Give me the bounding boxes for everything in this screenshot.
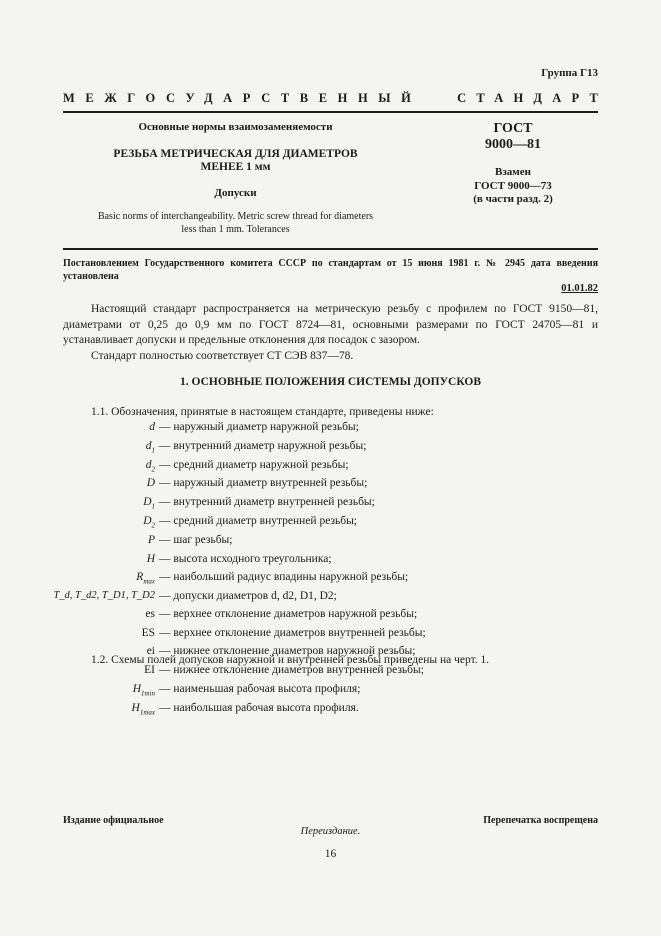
english-title: Basic norms of interchangeability. Metric screw thread for diameters less than 1 mm. Tolerances [97, 211, 374, 235]
definition-row [50, 626, 426, 645]
definition-text: — высота исходного треугольника; [159, 552, 332, 565]
gost-block [440, 121, 586, 207]
group-label: Группа Г13 [541, 67, 598, 79]
reissue-label: Переиздание. [300, 826, 361, 837]
symbol: D [146, 477, 155, 490]
definition-text: — нижнее отклонение диаметров наружной резьбы; [159, 645, 416, 658]
part-title: Допуски [214, 187, 257, 199]
symbol: es [145, 607, 155, 620]
definition-row [50, 552, 426, 571]
definition-row [50, 682, 426, 701]
symbol: $R_{max}$ [136, 571, 155, 586]
banner-left: МЕЖГОСУДАРСТВЕННЫЙ [63, 91, 422, 105]
definition-row [50, 701, 426, 720]
definition-row [50, 420, 426, 439]
definition-text: — наружный диаметр внутренней резьбы; [159, 477, 368, 490]
standard-banner [63, 91, 608, 106]
gost-name: ГОСТ [493, 121, 533, 136]
intro-paragraph: Стандарт полностью соответствует СТ СЭВ 837—78. [91, 349, 354, 362]
top-rule [63, 111, 598, 113]
definitions-list [50, 420, 426, 720]
definition-row [50, 458, 426, 477]
definition-row [50, 533, 426, 552]
replaces-block: Взамен ГОСТ 9000—73 (в части разд. 2) [473, 166, 553, 205]
definition-text: — нижнее отклонение диаметров внутренней резьбы; [159, 664, 424, 677]
definition-row [50, 589, 426, 607]
intro-text [63, 302, 598, 364]
definition-text: — внутренний диаметр внутренней резьбы; [159, 496, 375, 509]
subject-line: Основные нормы взаимозаменяемости [138, 121, 333, 133]
definition-text: — верхнее отклонение диаметров наружной резьбы; [159, 607, 418, 620]
official-edition-label: Издание официальное [63, 815, 164, 826]
item-1-1: 1.1. Обозначения, принятые в настоящем стандарте, приведены ниже: [91, 406, 434, 418]
definition-text: — средний диаметр наружной резьбы; [159, 458, 349, 471]
symbol: $D_2$ [143, 514, 155, 530]
footer [63, 815, 598, 826]
decree-text: Постановлением Государственного комитета СССР по стандартам от 15 июня 1981 г. № 2945 дата введения установлена [63, 258, 598, 282]
symbol: H [146, 552, 155, 565]
symbol: ei [146, 645, 155, 658]
section-heading: 1. ОСНОВНЫЕ ПОЛОЖЕНИЯ СИСТЕМЫ ДОПУСКОВ [179, 376, 482, 388]
definition-text: — шаг резьбы; [159, 533, 233, 546]
item-1-2: 1.2. Схемы полей допусков наружной и внутренней резьбы приведены на черт. 1. [91, 654, 490, 666]
symbol: P [147, 533, 155, 546]
definition-text: — внутренний диаметр наружной резьбы; [159, 439, 367, 452]
symbol: d [149, 421, 155, 433]
symbol: $d_1$ [145, 439, 155, 455]
definition-text: — верхнее отклонение диаметров внутренней резьбы; [159, 626, 426, 639]
page-number: 16 [324, 848, 337, 860]
definition-row [50, 476, 426, 495]
symbol: EI [144, 664, 155, 677]
effective-date: 01.01.82 [561, 283, 598, 294]
definition-text: — наибольшая рабочая высота профиля. [159, 701, 359, 714]
banner-right: СТАНДАРТ [457, 91, 608, 105]
decree-rule [63, 248, 598, 250]
definition-text: — наибольший радиус впадины наружной резьбы; [159, 571, 409, 584]
title-block [63, 121, 408, 236]
symbol: $H_{1min}$ [132, 682, 155, 698]
symbol: $H_{1max}$ [131, 701, 155, 717]
definition-text: — средний диаметр внутренней резьбы; [159, 514, 358, 527]
definition-row [50, 495, 426, 514]
document-title: РЕЗЬБА МЕТРИЧЕСКАЯ ДЛЯ ДИАМЕТРОВ МЕНЕЕ 1 мм [113, 148, 358, 173]
intro-paragraph: Настоящий стандарт распространяется на метрическую резьбу с профилем по ГОСТ 9150—81, диаметрами от 0,25 до 0,9 мм по ГОСТ 8724—81, основными размерами по ГОСТ 24705—81 и устанавливает допуски и предельные отклонения для посадок с зазором. [63, 303, 598, 346]
symbol: $d_2$ [145, 458, 155, 473]
gost-number: 9000—81 [485, 137, 541, 152]
symbol: $D_1$ [143, 496, 155, 511]
definition-text: — наружный диаметр наружной резьбы; [159, 421, 359, 433]
symbol: T_d, T_d2, T_D1, T_D2 [53, 590, 155, 602]
definition-text: — наименьшая рабочая высота профиля; [159, 682, 361, 695]
definition-text: — допуски диаметров d, d2, D1, D2; [159, 590, 337, 603]
symbol: ES [141, 626, 155, 639]
definition-row [50, 570, 426, 589]
reprint-prohibited-label: Перепечатка воспрещена [483, 815, 598, 826]
definition-row [50, 439, 426, 458]
definition-row [50, 514, 426, 533]
definition-row [50, 607, 426, 626]
